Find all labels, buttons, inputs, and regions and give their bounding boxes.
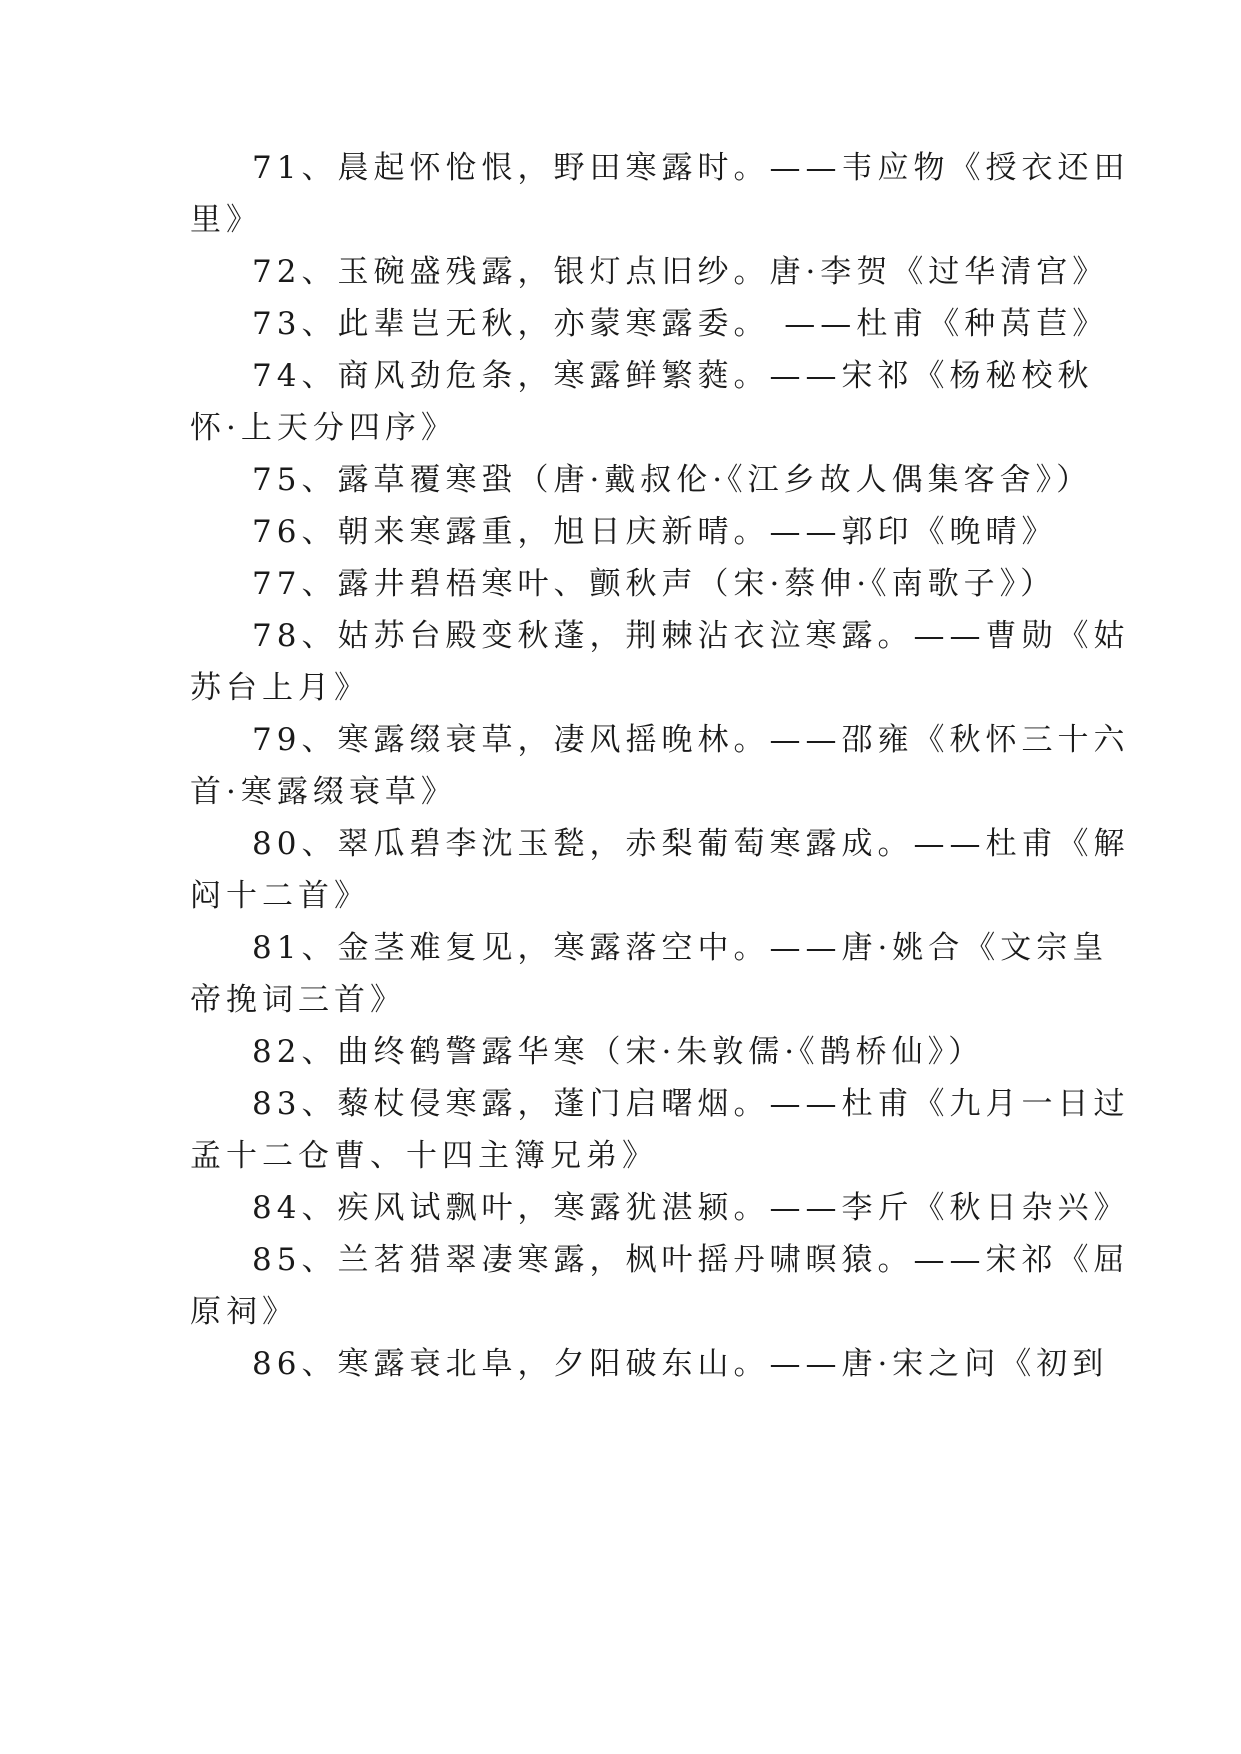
entry-74-line-2: 怀·上天分四序》 (190, 410, 457, 446)
entry-71-line-1: 71、晨起怀怆恨，野田寒露时。——韦应物《授衣还田 (252, 150, 1130, 186)
entry-77: 77、露井碧梧寒叶、颤秋声（宋·蔡伸·《南歌子》） (252, 566, 1057, 602)
entry-81-line-1: 81、金茎难复见，寒露落空中。——唐·姚合《文宗皇 (252, 930, 1109, 966)
entry-72: 72、玉碗盛残露，银灯点旧纱。唐·李贺《过华清宫》 (252, 254, 1109, 290)
entry-86-line-1: 86、寒露衰北阜，夕阳破东山。——唐·宋之问《初到 (252, 1346, 1109, 1382)
entry-83-line-2: 孟十二仓曹、十四主簿兄弟》 (190, 1138, 658, 1174)
entry-80-line-1: 80、翠瓜碧李沈玉甃，赤梨葡萄寒露成。——杜甫《解 (252, 826, 1130, 862)
entry-85-line-1: 85、兰茗猎翠凄寒露，枫叶摇丹啸暝猿。——宋祁《屈 (252, 1242, 1130, 1278)
entry-79-line-2: 首·寒露缀衰草》 (190, 774, 457, 810)
entry-80-line-2: 闷十二首》 (190, 878, 370, 914)
entry-76: 76、朝来寒露重，旭日庆新晴。——郭印《晚晴》 (252, 514, 1058, 550)
entry-71-line-2: 里》 (190, 202, 262, 238)
entry-75: 75、露草覆寒蛩（唐·戴叔伦·《江乡故人偶集客舍》） (252, 462, 1093, 498)
entry-85-line-2: 原祠》 (190, 1294, 298, 1330)
entry-78-line-1: 78、姑苏台殿变秋蓬，荆棘沾衣泣寒露。——曹勋《姑 (252, 618, 1130, 654)
entry-82: 82、曲终鹤警露华寒（宋·朱敦儒·《鹊桥仙》） (252, 1034, 985, 1070)
entry-83-line-1: 83、藜杖侵寒露，蓬门启曙烟。——杜甫《九月一日过 (252, 1086, 1130, 1122)
entry-84: 84、疾风试飘叶，寒露犹湛颍。——李斤《秋日杂兴》 (252, 1190, 1130, 1226)
entry-79-line-1: 79、寒露缀衰草，凄风摇晚林。——邵雍《秋怀三十六 (252, 722, 1130, 758)
entry-81-line-2: 帝挽词三首》 (190, 982, 406, 1018)
entry-78-line-2: 苏台上月》 (190, 670, 370, 706)
entry-73: 73、此辈岂无秋，亦蒙寒露委。 ——杜甫《种莴苣》 (252, 306, 1109, 342)
entry-74-line-1: 74、商风劲危条，寒露鲜繁蕤。——宋祁《杨秘校秋 (252, 358, 1094, 394)
